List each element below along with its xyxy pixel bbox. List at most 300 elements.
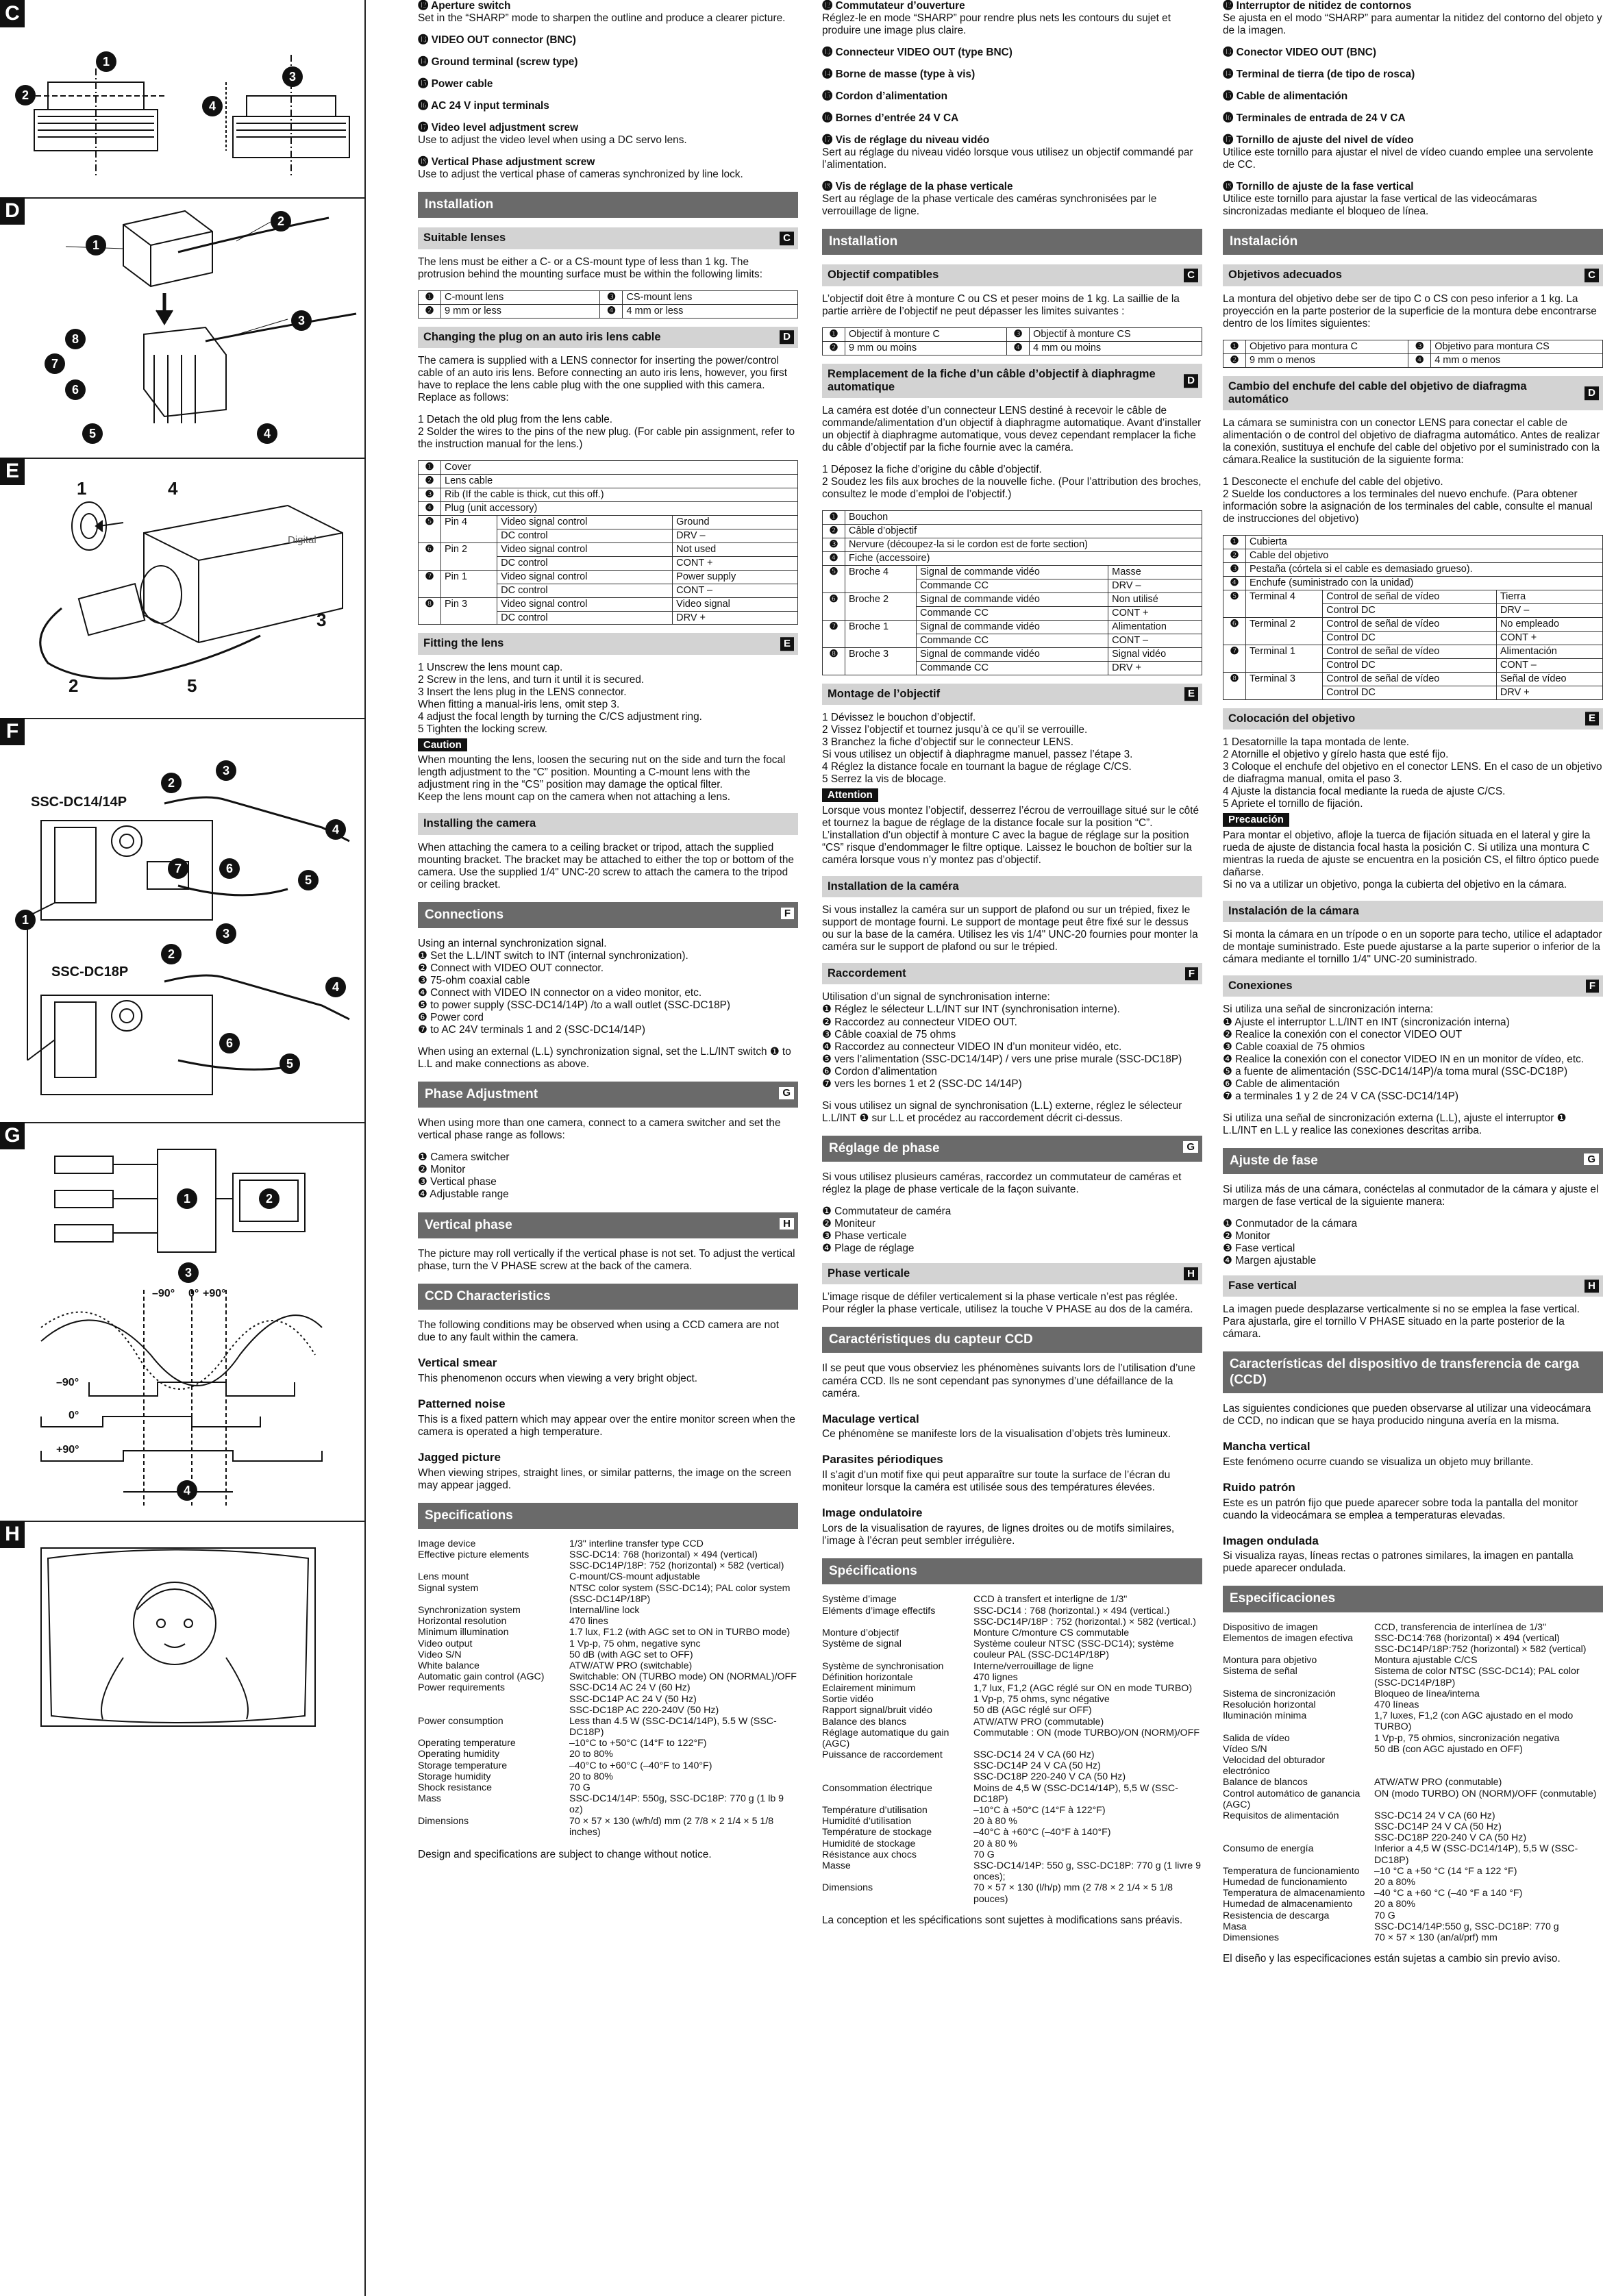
callout-6: 6 xyxy=(219,1033,240,1053)
plug-step-1: 1 Déposez la fiche d’origine du câble d’objectif. xyxy=(822,464,1042,476)
connection-step: ❹ Realice la conexión con el conector VIDEO IN en un monitor de vídeo, etc. xyxy=(1223,1053,1585,1065)
plug-step-2: 2 Soudez les fils aux broches de la nouvelle fiche. (Pour l’attribution des broches, consultez le mode d’emploi de l’objectif.) xyxy=(822,476,1202,501)
step: 5 Apriete el tornillo de fijación. xyxy=(1223,798,1363,810)
phase-paragraph: Si vous utilisez plusieurs caméras, raccordez un commutateur de caméras et réglez la plage de phase verticale de la façon suivante. xyxy=(822,1171,1182,1195)
cell: DC control xyxy=(497,556,673,570)
spec-value: Moins de 4,5 W (SSC-DC14/14P), 5,5 W (SSC-DC18P) xyxy=(973,1782,1178,1805)
label-5: 5 xyxy=(187,675,197,696)
spec-label: Système de synchronisation xyxy=(822,1660,944,1672)
spec-value: Inferior a 4,5 W (SSC-DC14/14P), 5,5 W (SSC-DC18P) xyxy=(1374,1843,1578,1866)
figure-ref: C xyxy=(780,232,794,245)
spec-value: SSC-DC14/14P: 550 g, SSC-DC18P: 770 g (1 livre 9 onces); xyxy=(973,1860,1201,1883)
phase-item: ❷ Monitor xyxy=(418,1164,466,1176)
spec-label: White balance xyxy=(418,1660,480,1671)
installing-camera-paragraph: Si vous installez la caméra sur un support de plafond ou sur un trépied, fixez le support de montage fourni. Le support de montage peut être fixé sur le dessus ou sur la base de la caméra. Utilisez les vis 1/4" UNC-20 fournies pour monter la caméra sur le support de plafond ou sur le trépied. xyxy=(822,904,1198,953)
figure-ref: G xyxy=(779,1087,794,1099)
connections-external: Si utiliza una señal de sincronización externa (L.L), ajuste el interruptor ❶ L.L/INT en L.L y realice las conexiones descritas arriba. xyxy=(1223,1112,1567,1136)
caution-badge: Attention xyxy=(822,788,878,802)
spec-value: –40 °C a +60 °C (–40 °F a 140 °F) xyxy=(1374,1888,1523,1899)
cell: Objetivo para montura C xyxy=(1246,340,1408,353)
vertical-smear-text: Este fenómeno ocurre cuando se visualiza un objeto muy brillante. xyxy=(1223,1456,1534,1468)
cell: Pin 4 xyxy=(441,515,497,542)
step: 4 adjust the focal length by turning the C/CS adjustment ring. xyxy=(418,710,702,723)
spec-label: Montura para objetivo xyxy=(1223,1655,1317,1667)
heading-text: Installation de la caméra xyxy=(828,879,959,893)
connections-intro: Using an internal synchronization signal. xyxy=(418,938,607,950)
figure-h-vertical-roll xyxy=(0,1521,364,2296)
cell: CONT + xyxy=(673,556,798,570)
section-installation: Installation xyxy=(822,229,1202,255)
plug-paragraph: The camera is supplied with a LENS connector for inserting the power/control cable of an auto iris lens. Before connecting an auto iris lens, however, you first have to replace the lens cable plug with the one supplied with this camera. Replace as follows: xyxy=(418,354,787,403)
spec-label: Consommation électrique xyxy=(822,1782,932,1794)
spec-label: Humidité de stockage xyxy=(822,1838,916,1849)
item-18-title: ⓲ Tornillo de ajuste de la fase vertical xyxy=(1223,181,1414,193)
connection-diagram xyxy=(0,718,364,1122)
callout-4: 4 xyxy=(202,96,223,116)
cell: CONT – xyxy=(1108,634,1202,647)
callout-3: 3 xyxy=(178,1262,199,1283)
cell: Commande CC xyxy=(917,607,1108,621)
spec-label: Storage temperature xyxy=(418,1760,508,1771)
spec-value: SSC-DC14 : 768 (horizontal.) × 494 (vertical.) xyxy=(973,1605,1170,1617)
cell: Commande CC xyxy=(917,661,1108,675)
spec-label: Monture d’objectif xyxy=(822,1627,899,1639)
spec-value: 20 to 80% xyxy=(569,1771,613,1782)
section-phase-adjustment xyxy=(1223,1148,1603,1174)
plug-step-1: 1 Detach the old plug from the lens cable. xyxy=(418,413,613,425)
spec-value: SSC-DC18P AC 220-240V (50 Hz) xyxy=(569,1704,719,1716)
spec-value: 70 × 57 × 130 (l/h/p) mm (2 7/8 × 2 1/4 × 5 1/8 pouces) xyxy=(973,1882,1173,1905)
spec-value: 50 dB (AGC réglé sur OFF) xyxy=(973,1705,1092,1717)
cell: Signal de commande vidéo xyxy=(917,620,1108,634)
callout-6: 6 xyxy=(219,858,240,879)
cell: Pin 3 xyxy=(441,597,497,625)
step: 1 Desatornille la tapa montada de lente. xyxy=(1223,736,1410,749)
spec-label xyxy=(1223,1832,1370,1843)
connections-external: When using an external (L.L) synchronization signal, set the L.L/INT switch ❶ to L.L and make connections as above. xyxy=(418,1046,791,1071)
figure-ref: F xyxy=(1586,979,1599,993)
heading-installing-camera xyxy=(1223,901,1603,922)
phase-item: ❷ Monitor xyxy=(1223,1230,1271,1242)
item-17-desc: Sert au réglage du niveau vidéo lorsque vous utilisez un objectif commandé par l’alimentation. xyxy=(822,147,1193,171)
item-18-title: ⓲ Vis de réglage de la phase verticale xyxy=(822,181,1013,193)
callout-7: 7 xyxy=(45,353,65,374)
panel-label-f: F xyxy=(0,718,25,745)
spec-value: 50 dB (con AGC ajustado en OFF) xyxy=(1374,1743,1523,1755)
figure-ref: D xyxy=(1585,386,1599,400)
heading-text: Réglage de phase xyxy=(829,1140,940,1156)
spec-note: Design and specifications are subject to change without notice. xyxy=(418,1848,712,1860)
spec-label: Humedad de almacenamiento xyxy=(1223,1899,1353,1910)
spec-value: 20 à 80 % xyxy=(973,1838,1017,1849)
spec-label: Lens mount xyxy=(418,1571,469,1583)
item-14: ⓮ Borne de masse (type à vis) xyxy=(822,68,976,81)
cell: Lens cable xyxy=(441,474,798,488)
spec-value: 470 lignes xyxy=(973,1671,1018,1683)
jagged-picture-heading: Jagged picture xyxy=(418,1450,501,1464)
axis-zero: 0° xyxy=(188,1288,199,1299)
spec-label xyxy=(418,1694,565,1705)
spec-value xyxy=(1374,1755,1603,1777)
connection-step: ❻ Power cord xyxy=(418,1012,484,1024)
figure-ref: G xyxy=(1584,1153,1599,1166)
fitting-steps xyxy=(418,662,798,736)
jagged-picture-text: Lors de la visualisation de rayures, de lignes droites ou de motifs similaires, l’image à l’écran peut sembler irrégulière. xyxy=(822,1523,1175,1547)
spec-value: SSC-DC18P 220-240 V CA (50 Hz) xyxy=(1374,1832,1527,1844)
section-ccd: Caractéristiques du capteur CCD xyxy=(822,1327,1202,1353)
item-13: ⓭ VIDEO OUT connector (BNC) xyxy=(418,34,576,47)
spec-label: Control automático de ganancia (AGC) xyxy=(1223,1788,1360,1810)
item-16: ⓰ AC 24 V input terminals xyxy=(418,100,549,112)
spanish-column xyxy=(1223,0,1603,1975)
ccd-paragraph: Las siguientes condiciones que pueden observarse al utilizar una videocámara de CCD, no indican que se haya producido ninguna avería en la misma. xyxy=(1223,1402,1591,1427)
spec-value: 1.7 lux, F1.2 (with AGC set to ON in TURBO mode) xyxy=(569,1627,791,1638)
figure-ref: D xyxy=(1184,374,1198,388)
heading-changing-plug xyxy=(418,327,798,348)
cell: Ground xyxy=(673,515,798,529)
camera-diagram xyxy=(0,458,364,718)
english-column xyxy=(418,0,798,1871)
item-12-title: ⓬ Commutateur d’ouverture xyxy=(822,0,965,12)
plug-step-1: 1 Desconecte el enchufe del cable del objetivo. xyxy=(1223,476,1443,488)
spec-label: Sortie vidéo xyxy=(822,1694,873,1706)
vertical-phase-paragraph: The picture may roll vertically if the vertical phase is not set. To adjust the vertical phase, turn the V PHASE screw at the back of the camera. xyxy=(418,1247,795,1272)
axis-minus90: –90° xyxy=(152,1288,175,1299)
ccd-paragraph: Il se peut que vous observiez les phénomènes suivants lors de l’utilisation d’une caméra CCD. Ils ne sont cependant pas synonymes d’une défaillance de la caméra. xyxy=(822,1362,1195,1399)
spec-label: Vídeo S/N xyxy=(1223,1743,1267,1755)
figure-ref: E xyxy=(1585,712,1599,726)
cell: Video signal control xyxy=(497,515,673,529)
heading-text: Instalación de la cámara xyxy=(1228,904,1359,917)
spec-label: Humedad de funcionamiento xyxy=(1223,1877,1347,1888)
plug-step-2: 2 Solder the wires to the pins of the new plug. (For cable pin assignment, refer to the instruction manual for the lens.) xyxy=(418,425,795,450)
callout-4: 4 xyxy=(325,977,346,997)
lens-limit-table: ❶ Objetivo para montura C ❸ Objetivo para montura CS ❷ 9 mm o menos ❹ 4 mm o menos xyxy=(1223,340,1603,368)
item-12-desc: Se ajusta en el modo “SHARP” para aumentar la nitidez del contorno del objeto y de la imagen. xyxy=(1223,12,1602,37)
step: 1 Unscrew the lens mount cap. xyxy=(418,661,563,673)
spec-label: Minimum illumination xyxy=(418,1627,509,1638)
spec-value: 70 × 57 × 130 (w/h/d) mm (2 7/8 × 2 1/4 × 5 1/8 inches) xyxy=(569,1815,774,1838)
spec-label: Horizontal resolution xyxy=(418,1616,507,1627)
cell: DC control xyxy=(497,584,673,597)
cell: Masse xyxy=(1108,566,1202,579)
phase-item: ❸ Vertical phase xyxy=(418,1176,497,1188)
spec-value: 1,7 lux, F1,2 (AGC réglé sur ON en mode TURBO) xyxy=(973,1682,1193,1694)
cell: Control de señal de vídeo xyxy=(1323,645,1497,659)
cell: Signal de commande vidéo xyxy=(917,566,1108,579)
vertical-phase-paragraph: La imagen puede desplazarse verticalmente si no se emplea la fase vertical. Para ajustarla, gire el tornillo V PHASE situado en la parte posterior de la cámara. xyxy=(1223,1303,1580,1340)
spec-label: Elementos de imagen efectiva xyxy=(1223,1632,1354,1644)
spec-value: SSC-DC14 AC 24 V (60 Hz) xyxy=(569,1682,691,1694)
cell: DRV + xyxy=(673,611,798,625)
item-12-desc: Set in the “SHARP” mode to sharpen the outline and produce a clearer picture. xyxy=(418,12,786,25)
heading-text: Conexiones xyxy=(1228,979,1293,993)
heading-fitting-lens xyxy=(1223,708,1603,729)
connection-step: ❷ Realice la conexión con el conector VIDEO OUT xyxy=(1223,1028,1463,1040)
spec-label: Système d’image xyxy=(822,1594,897,1606)
label-2: 2 xyxy=(69,675,79,696)
plug-diagram xyxy=(0,197,364,458)
phase-item: ❶ Conmutador de la cámara xyxy=(1223,1217,1358,1230)
callout-1: 1 xyxy=(96,51,116,72)
spec-label: Dimensions xyxy=(822,1882,873,1894)
callout-5: 5 xyxy=(82,423,103,444)
spec-label xyxy=(822,1760,969,1771)
spec-value: ATW/ATW PRO (commutable) xyxy=(973,1716,1104,1727)
cell: Control DC xyxy=(1323,686,1497,699)
spec-label: Sistema de sincronización xyxy=(1223,1688,1336,1699)
cell: Pin 1 xyxy=(441,570,497,597)
cell: Objectif à monture C xyxy=(845,327,1007,341)
spec-label: Video output xyxy=(418,1638,473,1649)
item-15: ⓯ Cable de alimentación xyxy=(1223,90,1348,103)
section-specifications: Spécifications xyxy=(822,1558,1202,1584)
label-1: 1 xyxy=(77,478,87,499)
section-installation: Installation xyxy=(418,192,798,218)
step: 3 Insert the lens plug in the LENS connector. xyxy=(418,686,627,698)
cell: Objetivo para montura CS xyxy=(1431,340,1603,353)
cell: No empleado xyxy=(1496,618,1602,632)
callout-3: 3 xyxy=(291,310,312,331)
connection-step: ❷ Connect with VIDEO OUT connector. xyxy=(418,962,604,975)
spec-value: –10 °C a +50 °C (14 °F a 122 °F) xyxy=(1374,1865,1517,1877)
spec-value: 20 a 80% xyxy=(1374,1899,1415,1910)
connection-step: ❸ 75-ohm coaxial cable xyxy=(418,975,530,987)
spec-value: 1,7 luxes, F1,2 (con AGC ajustado en el modo TURBO) xyxy=(1374,1710,1574,1733)
suitable-paragraph: La montura del objetivo debe ser de tipo C o CS con peso inferior a 1 kg. La proyección en la parte posterior de la superficie de la montura debe encontrarse dentro de los límites siguientes: xyxy=(1223,292,1597,329)
spec-label: Masse xyxy=(822,1860,851,1871)
cell: Non utilisé xyxy=(1108,593,1202,607)
spec-value: 70 G xyxy=(973,1849,995,1860)
spec-value: 470 lines xyxy=(569,1616,608,1627)
figure-ref: F xyxy=(1185,967,1198,981)
item-12-desc: Réglez-le en mode “SHARP” pour rendre plus nets les contours du sujet et produire une image plus claire. xyxy=(822,12,1171,37)
cell: Terminal 4 xyxy=(1246,590,1323,618)
step: 5 Tighten the locking screw. xyxy=(418,723,548,735)
spec-value: SSC-DC14P 24 V CA (50 Hz) xyxy=(1374,1821,1502,1833)
figure-c-lens-protrusion xyxy=(0,0,364,199)
ccd-paragraph: The following conditions may be observed when using a CCD camera are not due to any fault within the camera. xyxy=(418,1319,779,1343)
caution-paragraph: Lorsque vous montez l’objectif, desserrez l’écrou de verrouillage situé sur le côté et tournez la bague de réglage de la distance focale sur la position “C”. L’installation d’un objectif à monture C avec la bague de réglage sur la position “CS” risque d’endommager le filtre optique. Laissez le bouchon de boîtier sur la caméra lorsque vous n’y montez pas d’objectif. xyxy=(822,804,1200,866)
heading-connections xyxy=(1223,975,1603,997)
spec-label: Sistema de señal xyxy=(1223,1666,1297,1677)
cell: Pin 2 xyxy=(441,542,497,570)
heading-text: Connections xyxy=(425,907,504,922)
item-18-desc: Sert au réglage de la phase verticale des caméras synchronisées par le verrouillage de ligne. xyxy=(822,193,1157,218)
spec-value: 70 × 57 × 130 (an/al/prf) mm xyxy=(1374,1932,1498,1943)
step: 3 Branchez la fiche d’objectif sur le connecteur LENS. xyxy=(822,736,1074,749)
spec-value: SSC-DC14P/18P : 752 (horizontal.) × 582 (vertical.) xyxy=(973,1616,1197,1627)
callout-6: 6 xyxy=(65,379,86,400)
figure-ref: C xyxy=(1184,269,1198,282)
cell: Broche 1 xyxy=(845,620,917,647)
callout-2: 2 xyxy=(15,85,36,105)
vertical-smear-heading: Vertical smear xyxy=(418,1356,497,1369)
spec-label: Eclairement minimum xyxy=(822,1682,916,1694)
step: 2 Vissez l’objectif et tournez jusqu’à ce qu’il se verrouille. xyxy=(822,724,1088,736)
cell: Broche 3 xyxy=(845,647,917,675)
specifications-table xyxy=(822,1594,1202,1904)
step: When fitting a manual-iris lens, omit step 3. xyxy=(418,698,620,710)
connection-step: ❹ Connect with VIDEO IN connector on a video monitor, etc. xyxy=(418,987,702,999)
figure-ref: F xyxy=(781,908,794,920)
fitting-steps xyxy=(822,712,1202,786)
spec-label: Resolución horizontal xyxy=(1223,1699,1316,1710)
figure-column xyxy=(0,0,366,2296)
item-14: ⓮ Ground terminal (screw type) xyxy=(418,56,578,68)
spec-label: Shock resistance xyxy=(418,1782,493,1794)
spec-value: Système couleur NTSC (SSC-DC14); système couleur PAL (SSC-DC14P/18P) xyxy=(973,1638,1174,1661)
item-18-desc: Use to adjust the vertical phase of cameras synchronized by line lock. xyxy=(418,169,743,181)
spec-value: Bloqueo de línea/interna xyxy=(1374,1688,1480,1699)
caution-badge: Precaución xyxy=(1223,813,1289,827)
cell: Commande CC xyxy=(917,634,1108,647)
step: 3 Coloque el enchufe del objetivo en el conector LENS. En el caso de un objetivo de diafragma manual, omita el paso 3. xyxy=(1223,761,1602,786)
jagged-picture-text: When viewing stripes, straight lines, or similar patterns, the image on the screen may appear jagged. xyxy=(418,1467,791,1491)
section-specifications: Especificaciones xyxy=(1223,1586,1603,1612)
spec-value: Monture C/monture CS commutable xyxy=(973,1627,1130,1639)
spec-value: SSC-DC14P AC 24 V (50 Hz) xyxy=(569,1693,697,1705)
spec-label: Dimensions xyxy=(418,1815,469,1827)
spec-label: Dimensiones xyxy=(1223,1932,1280,1943)
cell: DRV – xyxy=(673,529,798,542)
cell: Câble d’objectif xyxy=(845,525,1202,538)
heading-text: Fase vertical xyxy=(1228,1279,1297,1292)
cell: CONT – xyxy=(1496,658,1602,672)
step: 1 Dévissez le bouchon d’objectif. xyxy=(822,712,976,724)
spec-label: Power requirements xyxy=(418,1682,505,1694)
callout-2: 2 xyxy=(161,773,182,793)
cell: C-mount lens xyxy=(441,290,600,304)
heading-text: Changing the plug on an auto iris lens cable xyxy=(423,330,661,343)
connection-step: ❺ vers l’alimentation (SSC-DC14/14P) / vers une prise murale (SSC-DC18P) xyxy=(822,1053,1182,1065)
plug-paragraph: La caméra est dotée d’un connecteur LENS destiné à recevoir le câble de commande/alimentation d’un objectif à diaphragme automatique. Avant d’installer un objectif à diaphragme automatique, vous devez cependant remplacer la fiche du câble d’objectif par la fiche fournie avec la caméra. xyxy=(822,405,1202,454)
heading-text: Objectif compatibles xyxy=(828,269,939,282)
patterned-noise-heading: Patterned noise xyxy=(418,1397,506,1410)
phase-item: ❸ Phase verticale xyxy=(822,1230,907,1242)
connection-step: ❷ Raccordez au connecteur VIDEO OUT. xyxy=(822,1016,1017,1028)
heading-vertical-phase xyxy=(1223,1275,1603,1297)
installing-camera-paragraph: When attaching the camera to a ceiling bracket or tripod, attach the supplied mounting bracket. The bracket may be attached to either the top or bottom of the camera. Use the supplied 1/4" UNC-20 screw to attach the camera to the tripod or ceiling bracket. xyxy=(418,841,794,890)
vertical-smear-heading: Maculage vertical xyxy=(822,1412,919,1425)
phase-diagram xyxy=(0,1122,364,1521)
spec-label xyxy=(822,1771,969,1782)
callout-2: 2 xyxy=(161,944,182,964)
callout-4: 4 xyxy=(177,1480,197,1501)
spec-label: Automatic gain control (AGC) xyxy=(418,1671,545,1683)
cell: Control DC xyxy=(1323,658,1497,672)
heading-changing-plug xyxy=(1223,376,1603,411)
callout-3: 3 xyxy=(282,66,303,87)
cell: Video signal control xyxy=(497,570,673,584)
phase-item: ❹ Adjustable range xyxy=(418,1188,509,1201)
spec-value: 1 Vp-p, 75 ohmios, sincronización negativa xyxy=(1374,1732,1560,1744)
item-17-title: ⓱ Tornillo de ajuste del nivel de vídeo xyxy=(1223,134,1414,147)
vertical-smear-heading: Mancha vertical xyxy=(1223,1439,1310,1453)
camera-brand-mark: Digital xyxy=(288,534,316,546)
cell: Pestaña (córtela si el cable es demasiado grueso). xyxy=(1246,563,1603,577)
connection-step: ❻ Cable de alimentación xyxy=(1223,1077,1340,1090)
cell: Broche 4 xyxy=(845,566,917,593)
cell: DRV + xyxy=(1496,686,1602,699)
spec-label: Temperatura de almacenamiento xyxy=(1223,1888,1365,1899)
cell: Fiche (accessoire) xyxy=(845,552,1202,566)
phase-paragraph: When using more than one camera, connect to a camera switcher and set the vertical phase range as follows: xyxy=(418,1117,781,1142)
item-17-title: ⓱ Vis de réglage du niveau vidéo xyxy=(822,134,990,147)
spec-value: –40°C to +60°C (–40°F to 140°F) xyxy=(569,1760,712,1771)
item-17-desc: Utilice este tornillo para ajustar el nivel de vídeo cuando emplee una servolente de CC. xyxy=(1223,147,1593,171)
spec-label: Masa xyxy=(1223,1921,1247,1932)
callout-7: 7 xyxy=(168,858,188,879)
cell: 4 mm o menos xyxy=(1431,353,1603,367)
cell: Terminal 1 xyxy=(1246,645,1323,673)
panel-label-d: D xyxy=(0,197,25,225)
spec-value: SSC-DC14 24 V CA (60 Hz) xyxy=(1374,1810,1495,1821)
phase-item: ❶ Commutateur de caméra xyxy=(822,1205,952,1217)
panel-label-e: E xyxy=(0,458,25,485)
callout-1: 1 xyxy=(15,910,36,930)
spec-label: Rapport signal/bruit vidéo xyxy=(822,1705,932,1717)
row-plus90: +90° xyxy=(56,1444,79,1456)
heading-suitable-lenses xyxy=(822,264,1202,286)
spec-label: Operating humidity xyxy=(418,1749,500,1760)
callout-4: 4 xyxy=(257,423,277,444)
spec-value: SSC-DC14:768 (horizontal) × 494 (vertical) xyxy=(1374,1632,1560,1644)
spec-label xyxy=(418,1560,565,1571)
figure-d-plug xyxy=(0,197,364,459)
patterned-noise-heading: Parasites périodiques xyxy=(822,1453,943,1467)
spec-label: Balance des blancs xyxy=(822,1716,907,1727)
cell: Video signal xyxy=(673,597,798,611)
spec-note: La conception et les spécifications sont sujettes à modifications sans préavis. xyxy=(822,1914,1183,1926)
model-label-dc14: SSC-DC14/14P xyxy=(31,795,127,810)
spec-label: Salida de vídeo xyxy=(1223,1732,1290,1744)
spec-label: Synchronization system xyxy=(418,1605,521,1617)
cell: Señal de vídeo xyxy=(1496,672,1602,686)
heading-suitable-lenses xyxy=(418,227,798,249)
lens-mount-diagram xyxy=(0,0,364,197)
connections-intro: Utilisation d’un signal de synchronisation interne: xyxy=(822,991,1050,1003)
item-16: ⓰ Bornes d’entrée 24 V CA xyxy=(822,112,959,125)
cell: Terminal 3 xyxy=(1246,672,1323,699)
spec-label: Image device xyxy=(418,1538,476,1549)
spec-value: C-mount/CS-mount adjustable xyxy=(569,1571,700,1583)
cell: Signal de commande vidéo xyxy=(917,647,1108,661)
cell: Rib (If the cable is thick, cut this off.) xyxy=(441,488,798,501)
jagged-picture-heading: Image ondulatoire xyxy=(822,1506,923,1520)
spec-value: 1 Vp-p, 75 ohm, negative sync xyxy=(569,1638,701,1649)
connection-step: ❻ Cordon d’alimentation xyxy=(822,1065,937,1077)
cell: Broche 2 xyxy=(845,593,917,621)
spec-label: Dispositivo de imagen xyxy=(1223,1621,1318,1633)
item-18-desc: Utilice este tornillo para ajustar la fase vertical de las videocámaras sincronizadas mediante el bloqueo de línea. xyxy=(1223,193,1537,218)
cell: Not used xyxy=(673,542,798,556)
cell: 4 mm ou moins xyxy=(1030,341,1202,355)
spec-label: Balance de blancos xyxy=(1223,1777,1308,1788)
cell: CONT – xyxy=(673,584,798,597)
label-4: 4 xyxy=(168,478,178,499)
spec-value: SSC-DC14P/18P:752 (horizontal) × 582 (vertical) xyxy=(1374,1644,1587,1656)
cell: Control DC xyxy=(1323,604,1497,618)
connection-step: ❼ a terminales 1 y 2 de 24 V CA (SSC-DC14/14P) xyxy=(1223,1090,1458,1102)
lens-limit-table: ❶ Objectif à monture C ❸ Objectif à monture CS ❷ 9 mm ou moins ❹ 4 mm ou moins xyxy=(822,327,1202,355)
spec-value: 70 G xyxy=(569,1782,591,1794)
spec-value: –10°C to +50°C (14°F to 122°F) xyxy=(569,1738,707,1749)
patterned-noise-heading: Ruido patrón xyxy=(1223,1480,1295,1494)
cell: Alimentación xyxy=(1496,645,1602,659)
spec-value: Internal/line lock xyxy=(569,1605,640,1617)
plug-paragraph: La cámara se suministra con un conector LENS para conectar el cable de alimentación o de control del objetivo de diafragma automático. Antes de realizar la conexión, sustituya el enchufe del cable del objetivo por el suministrado con la cámara.Realice la sustitución de la siguiente forma: xyxy=(1223,417,1600,466)
